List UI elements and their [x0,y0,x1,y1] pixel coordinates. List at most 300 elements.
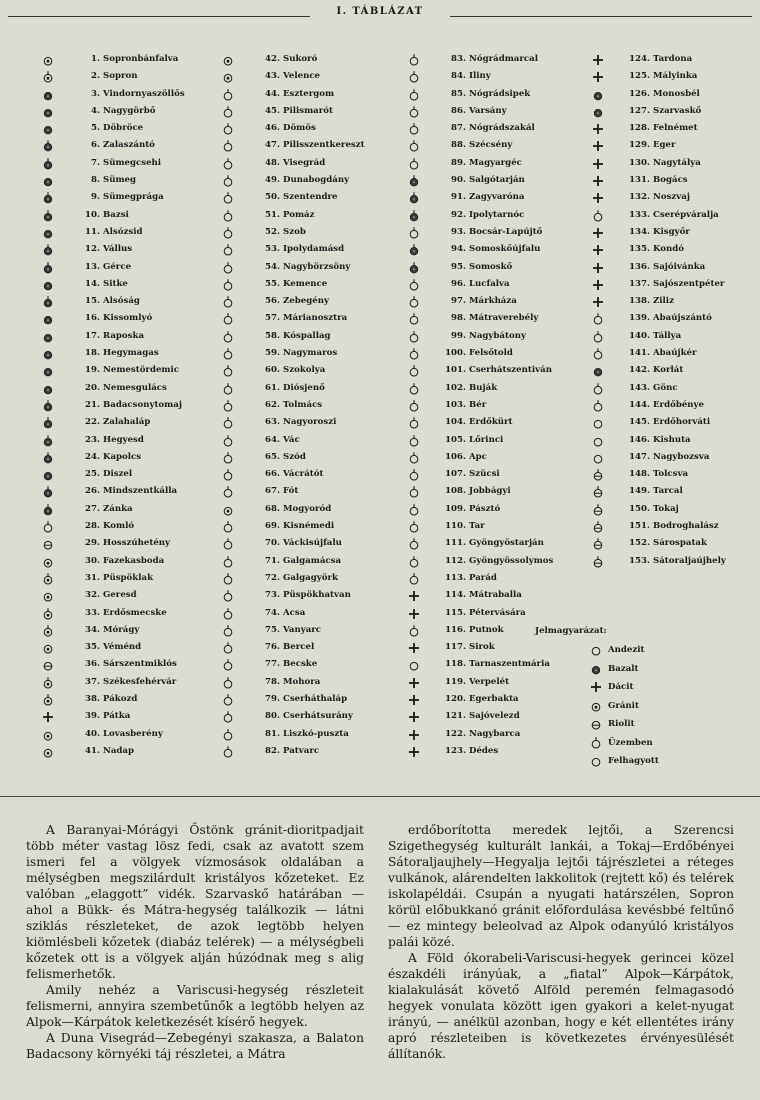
site-entry [408,383,588,400]
site-number: 56. [265,296,280,307]
site-number: 3. [91,88,100,99]
site-name: Bocsár-Lapújtő [469,226,543,237]
site-entry [592,262,758,279]
site-number: 25. [85,469,100,480]
site-entry [408,244,588,261]
site-name: Liszkó-puszta [283,728,349,739]
site-number: 112. [445,555,466,566]
site-entry [592,417,758,434]
site-entry [42,521,220,538]
site-entry [222,158,412,175]
site-number: 12. [85,244,100,255]
site-number: 142. [629,365,650,376]
site-name: Vác [283,434,300,445]
site-number: 23. [85,434,100,445]
site-number: 93. [451,226,466,237]
site-number: 4. [91,105,100,116]
site-name: Sátoraljaújhely [653,555,726,566]
site-name: Galgagyörk [283,572,338,583]
site-number: 130. [629,157,650,168]
site-entry [42,677,220,694]
site-name: Geresd [103,590,137,601]
site-name: Pomáz [283,209,315,220]
site-entry [408,452,588,469]
site-name: Sukoró [283,54,318,64]
site-name: Sárospatak [653,538,707,549]
site-number: 32. [85,590,100,601]
site-entry [222,452,412,469]
site-entry [408,521,588,538]
site-entry [408,54,588,71]
site-number: 106. [445,451,466,462]
site-name: Abaújkér [653,348,697,359]
abandoned-symbol-icon [590,755,602,767]
site-entry [222,365,412,382]
legend-label: Dácit [608,682,634,692]
site-entry [42,158,220,175]
site-name: Vindornyaszöllős [103,88,185,99]
site-entry [42,694,220,711]
site-name: Nagybátony [469,330,526,341]
site-entry [222,348,412,365]
site-number: 127. [629,105,650,116]
site-number: 55. [265,278,280,289]
site-number: 16. [85,313,100,324]
site-name: Buják [469,382,498,393]
site-number: 29. [85,538,100,549]
site-number: 58. [265,330,280,341]
site-entry [222,694,412,711]
site-name: Nemestördemic [103,365,180,376]
site-name: Mohora [283,676,321,687]
site-name: Gyöngyössolymos [469,555,554,566]
body-paragraph: A Baranyai-Mórágyi Őstönk gránit-dioritpadjait több méter vastag lösz fedi, csak az avatott szem ismeri fel a völgyek vízmosások oldalában a mélységben megszilárdult kristályos kőzeteket. Ez valóban „elaggott” vidék. Szarvaskő határában — ahol a Bükk- és Mátra-hegység találkozik — látni sziklás részleteket, de azok legtöbb helyen kiömlésbeli kőzetek (diabáz telérek) — a mélységbeli kőzetek ott is a völgyek alján húzódnak meg s alig felismerhetők. [26,823,364,981]
site-entry [592,313,758,330]
site-name: Püspökhatvan [283,590,351,601]
site-name: Bercel [283,642,315,653]
site-name: Hegyesd [103,434,144,445]
site-number: 125. [629,71,650,82]
site-entry [408,659,588,676]
site-entry [222,486,412,503]
site-name: Hegymagas [103,348,159,359]
site-name: Mályinka [653,71,698,82]
site-entry [42,348,220,365]
site-number: 80. [265,711,280,722]
site-number: 7. [91,157,100,168]
site-number: 50. [265,192,280,203]
site-name: Hosszúhetény [103,538,171,549]
site-number: 83. [451,54,466,64]
site-number: 1. [91,54,100,64]
body-paragraph: Amily nehéz a Variscusi-hegység részleteit felismerni, annyira szembetűnők a legtöbb helyen az Alpok—Kárpátok keletkezését kísérő hegyek. [26,983,364,1029]
site-entry [222,383,412,400]
site-entry [408,729,588,746]
site-name: Cserhátszentiván [469,365,552,376]
site-number: 66. [265,469,280,480]
site-entry [222,504,412,521]
site-name: Bér [469,399,487,410]
site-name: Tokaj [653,503,679,514]
site-name: Nemesgulács [103,382,167,393]
site-entry [42,123,220,140]
legend-label: Bazalt [608,663,639,674]
site-name: Nagymaros [283,348,338,359]
site-entry [408,538,588,555]
site-name: Galgamácsa [283,555,342,566]
site-name: Eger [653,140,676,151]
site-name: Pilismarót [283,105,333,116]
site-entry [592,244,758,261]
site-number: 70. [265,538,280,549]
site-entry [408,123,588,140]
site-name: Mindszentkálla [103,486,178,497]
site-name: Bazsi [103,209,129,220]
site-name: Nógrádmarcal [469,54,538,64]
site-entry [408,279,588,296]
site-name: Szécsény [469,140,513,151]
site-entry [42,331,220,348]
site-entry [592,54,758,71]
site-name: Pákozd [103,693,138,704]
body-paragraph: erdőborította meredek lejtői, a Szerencsi Szigethegység kulturált lankái, a Tokaj—Erdőbényei Sátoraljaujhely—Hegyalja lejtői tájrészletei a réteges vulkánok, alárendelten lakkolitok (rejtett kő) és telérek iskolapéldái. Csupán a nyugati határszélen, Sopron körül előbukkanó gránit előfordulása kevésbbé feltűnő — ez mintegy beleolvad az Alpok odanyúló kristályos palái közé. [388,823,734,949]
site-number: 68. [265,503,280,514]
site-entry [42,89,220,106]
site-name: Véménd [103,642,142,653]
site-number: 122. [445,728,466,739]
section-divider [0,796,760,797]
site-name: Komló [103,521,135,532]
site-number: 51. [265,209,280,220]
site-entry [592,469,758,486]
site-entry [592,210,758,227]
site-name: Cserépváralja [653,209,719,220]
legend-item [590,681,634,700]
site-entry [222,400,412,417]
site-entry [408,365,588,382]
site-name: Sümeg [103,175,137,186]
site-number: 43. [265,71,280,82]
site-entry [408,435,588,452]
site-name: Lőrinci [469,434,504,445]
site-name: Verpelét [469,676,510,687]
site-name: Raposka [103,330,145,341]
site-number: 19. [85,365,100,376]
site-number: 13. [85,261,100,272]
site-number: 57. [265,313,280,324]
table-column-2 [222,54,412,763]
site-entry [222,659,412,676]
site-entry [42,573,220,590]
site-entry [408,296,588,313]
site-number: 103. [445,399,466,410]
site-entry [408,642,588,659]
site-entry [42,400,220,417]
site-entry [408,400,588,417]
site-name: Becske [283,659,318,670]
site-number: 64. [265,434,280,445]
site-name: Somoskő [469,261,513,272]
site-number: 116. [445,624,466,635]
site-name: Nógrádsipek [469,88,531,99]
site-number: 42. [265,54,280,64]
site-number: 44. [265,88,280,99]
site-name: Varsány [469,105,507,116]
site-entry [408,469,588,486]
site-name: Sárszentmiklós [103,659,177,670]
site-name: Felsőtold [469,348,513,359]
table-header [0,4,760,20]
site-name: Kisgyőr [653,226,690,237]
site-entry [222,106,412,123]
site-entry [592,123,758,140]
site-name: Mórágy [103,624,140,635]
site-number: 126. [629,88,650,99]
site-entry [592,71,758,88]
site-entry [42,538,220,555]
site-name: Kisnémedi [283,521,335,532]
site-number: 124. [629,54,650,64]
site-name: Diósjenő [283,382,325,393]
site-number: 34. [85,624,100,635]
site-entry [222,227,412,244]
site-entry [42,383,220,400]
site-name: Tolmács [283,399,323,410]
site-number: 9. [91,192,100,203]
site-number: 91. [451,192,466,203]
site-number: 60. [265,365,280,376]
site-entry [222,140,412,157]
site-entry [222,331,412,348]
site-entry [222,262,412,279]
site-entry [408,140,588,157]
site-number: 81. [265,728,280,739]
site-number: 33. [85,607,100,618]
site-entry [408,158,588,175]
site-number: 5. [91,123,100,134]
site-name: Dömös [283,123,316,134]
site-number: 77. [265,659,280,670]
site-name: Mátraverebély [469,313,539,324]
header-rule-left [8,16,310,17]
site-name: Kishuta [653,434,691,445]
site-number: 31. [85,572,100,583]
site-name: Iliny [469,71,491,82]
site-number: 147. [629,451,650,462]
site-name: Szód [283,451,306,462]
site-number: 140. [629,330,650,341]
site-number: 128. [629,123,650,134]
legend-title: Jelmagyarázat: [535,626,607,636]
site-entry [408,556,588,573]
site-entry [42,659,220,676]
site-name: Korlát [653,365,684,376]
site-number: 30. [85,555,100,566]
site-number: 63. [265,417,280,428]
site-name: Gérce [103,261,132,272]
site-entry [222,279,412,296]
site-entry [42,469,220,486]
site-name: Kóspallag [283,330,331,341]
site-number: 149. [629,486,650,497]
site-number: 134. [629,226,650,237]
site-name: Kemence [283,278,328,289]
site-name: Nagytálya [653,157,701,168]
site-number: 75. [265,624,280,635]
site-name: Márkháza [469,296,517,307]
site-entry [222,417,412,434]
site-entry [222,642,412,659]
site-number: 110. [445,521,466,532]
site-name: Bogács [653,175,688,186]
site-entry [222,677,412,694]
site-entry [222,210,412,227]
site-entry [592,521,758,538]
site-number: 72. [265,572,280,583]
site-entry [42,365,220,382]
site-name: Fazekasboda [103,555,165,566]
site-entry [222,608,412,625]
site-number: 148. [629,469,650,480]
legend-item [590,700,639,719]
site-name: Gönc [653,382,678,393]
granite-symbol-icon [590,700,602,712]
site-number: 119. [445,676,466,687]
site-name: Tarnaszentmária [469,659,550,670]
site-name: Döbröce [103,123,144,134]
site-name: Dédes [469,745,499,756]
site-entry [408,486,588,503]
legend-label: Andezit [608,645,645,655]
site-name: Vállus [103,244,133,255]
site-number: 17. [85,330,100,341]
site-number: 95. [451,261,466,272]
site-number: 27. [85,503,100,514]
site-entry [222,746,412,763]
site-entry [222,556,412,573]
site-name: Nagyoroszi [283,417,337,428]
site-entry [408,711,588,728]
site-name: Gyöngyöstarján [469,538,544,549]
site-number: 49. [265,175,280,186]
site-number: 26. [85,486,100,497]
site-number: 105. [445,434,466,445]
site-entry [222,521,412,538]
dacite-symbol-icon [590,681,602,693]
site-entry [592,504,758,521]
site-number: 6. [91,140,100,151]
site-entry [42,175,220,192]
site-name: Erdőhorváti [653,417,711,428]
legend-label: Riolit [608,719,635,729]
site-name: Pétervására [469,607,526,618]
site-name: Ziliz [653,296,674,307]
site-number: 87. [451,123,466,134]
site-number: 102. [445,382,466,393]
site-entry [592,331,758,348]
site-entry [222,538,412,555]
site-name: Badacsonytomaj [103,399,182,410]
site-entry [408,331,588,348]
site-name: Vácrátót [283,469,324,480]
site-name: Pilisszentkereszt [283,140,365,151]
site-entry [42,642,220,659]
site-name: Sitke [103,278,128,289]
site-name: Zalahaláp [103,417,151,428]
site-name: Pátka [103,711,131,722]
site-name: Mogyoród [283,503,332,514]
table-column-1 [42,54,220,763]
site-name: Esztergom [283,88,335,99]
site-number: 62. [265,399,280,410]
site-name: Kapolcs [103,451,142,462]
site-number: 107. [445,469,466,480]
site-name: Szücsi [469,469,500,480]
site-name: Szentendre [283,192,338,203]
site-number: 97. [451,296,466,307]
site-entry [42,711,220,728]
site-entry [592,486,758,503]
site-entry [592,365,758,382]
site-number: 101. [445,365,466,376]
site-entry [42,504,220,521]
site-entry [592,435,758,452]
site-entry [592,158,758,175]
site-name: Erdőkürt [469,417,513,428]
site-number: 22. [85,417,100,428]
site-number: 15. [85,296,100,307]
site-number: 108. [445,486,466,497]
site-number: 67. [265,486,280,497]
site-name: Somoskőújfalu [469,244,541,255]
site-number: 100. [445,348,466,359]
site-entry [592,89,758,106]
site-entry [42,590,220,607]
body-paragraph: A Föld ókorabeli-Variscusi-hegyek gerincei közel északdéli irányúak, a „fiatal” Alpok—Kárpátok, kialakulását követő Alföld peremén felmagasodó hegyek vonulata között igen gyakori a kelet-nyugat irányú, — anélkül azonban, hogy e két ellentétes irány apró részleteiben is következetes érvényesülését állítanók. [388,951,734,1061]
site-entry [42,625,220,642]
site-number: 8. [91,175,100,186]
site-number: 36. [85,659,100,670]
site-name: Zebegény [283,296,329,307]
site-entry [222,123,412,140]
site-number: 144. [629,399,650,410]
site-entry [222,244,412,261]
body-text-right [388,822,734,1062]
site-entry [592,106,758,123]
site-name: Parád [469,572,497,583]
site-number: 94. [451,244,466,255]
site-name: Lucfalva [469,278,510,289]
site-number: 104. [445,417,466,428]
site-number: 96. [451,278,466,289]
site-name: Salgótarján [469,175,525,186]
site-number: 76. [265,642,280,653]
site-number: 138. [629,296,650,307]
site-number: 21. [85,399,100,410]
site-number: 143. [629,382,650,393]
site-number: 53. [265,244,280,255]
site-name: Mátraballa [469,590,522,601]
site-entry [42,296,220,313]
site-name: Patvarc [283,745,320,756]
site-name: Lovasberény [103,728,163,739]
site-entry [408,573,588,590]
site-number: 10. [85,209,100,220]
site-name: Sümegcsehi [103,157,162,168]
site-name: Cserháthaláp [283,693,348,704]
site-number: 11. [85,226,100,237]
table-column-4 [592,54,758,573]
